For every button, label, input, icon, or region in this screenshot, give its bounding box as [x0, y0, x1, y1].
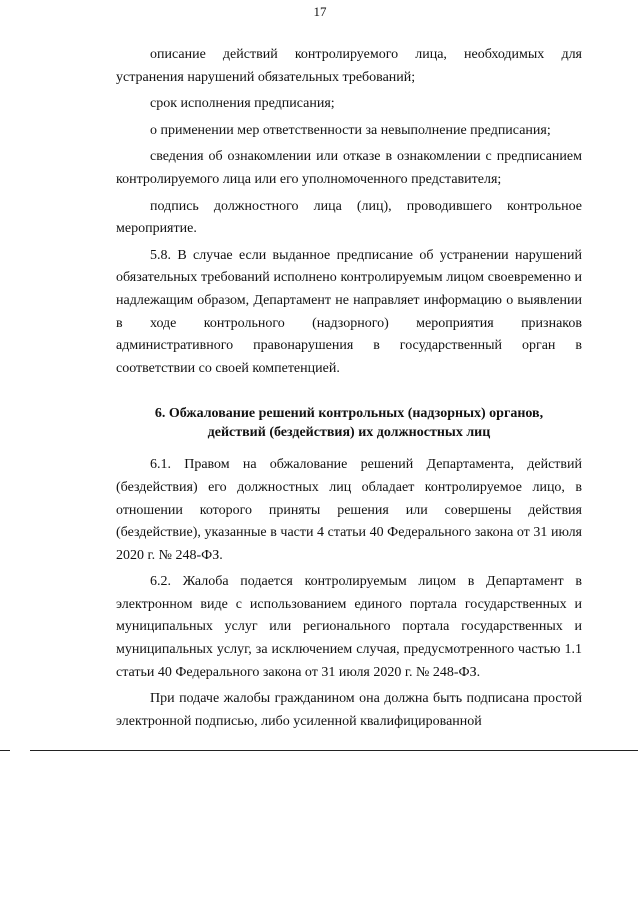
- page-bottom-rule: [30, 750, 638, 751]
- section-heading: [116, 404, 582, 442]
- section-heading-line-1: 6. Обжалование решений контрольных (надзорных) органов,: [154, 406, 544, 422]
- paragraph-6-1: 6.1. Правом на обжалование решений Департамента, действий (бездействия) его должностных лиц обладает контролируемое лицо, в отношении которого приняты решения или совершены действия (бездействие), указанные в части 4 статьи 40 Федерального закона от 31 июля 2020 г. № 248-ФЗ.: [116, 457, 582, 563]
- paragraph-signature: подпись должностного лица (лиц), проводившего контрольное мероприятие.: [116, 198, 582, 237]
- paragraph-5-8: 5.8. В случае если выданное предписание об устранении нарушений обязательных требований исполнено контролируемым лицом своевременно и надлежащим образом, Департамент не направляет информацию о выявлении в ходе контрольного (надзорного) мероприятия признаков административного правонарушения в государственный орган в соответствии со своей компетенцией.: [116, 247, 582, 376]
- page-number: 17: [313, 4, 327, 19]
- paragraph-deadline: срок исполнения предписания;: [150, 96, 335, 112]
- document-body: [116, 44, 582, 733]
- paragraph-acknowledgement: сведения об ознакомлении или отказе в ознакомлении с предписанием контролируемого лица или его уполномоченного представителя;: [116, 149, 582, 187]
- scan-edge-mark: [0, 750, 10, 751]
- paragraph-liability: о применении мер ответственности за невыполнение предписания;: [150, 122, 551, 138]
- paragraph-complaint-signature: При подаче жалобы гражданином она должна быть подписана простой электронной подписью, либо усиленной квалифицированной: [116, 691, 582, 729]
- paragraph-6-2: 6.2. Жалоба подается контролируемым лицом в Департамент в электронном виде с использованием единого портала государственных и муниципальных услуг или регионального портала государственных и муниципальных услуг, за исключением случая, предусмотренного частью 1.1 статьи 40 Федерального закона от 31 июля 2020 г. № 248-ФЗ.: [116, 574, 582, 680]
- paragraph-violation-description: описание действий контролируемого лица, необходимых для устранения нарушений обязательных требований;: [116, 47, 582, 85]
- section-heading-line-2: действий (бездействия) их должностных лиц: [207, 425, 491, 441]
